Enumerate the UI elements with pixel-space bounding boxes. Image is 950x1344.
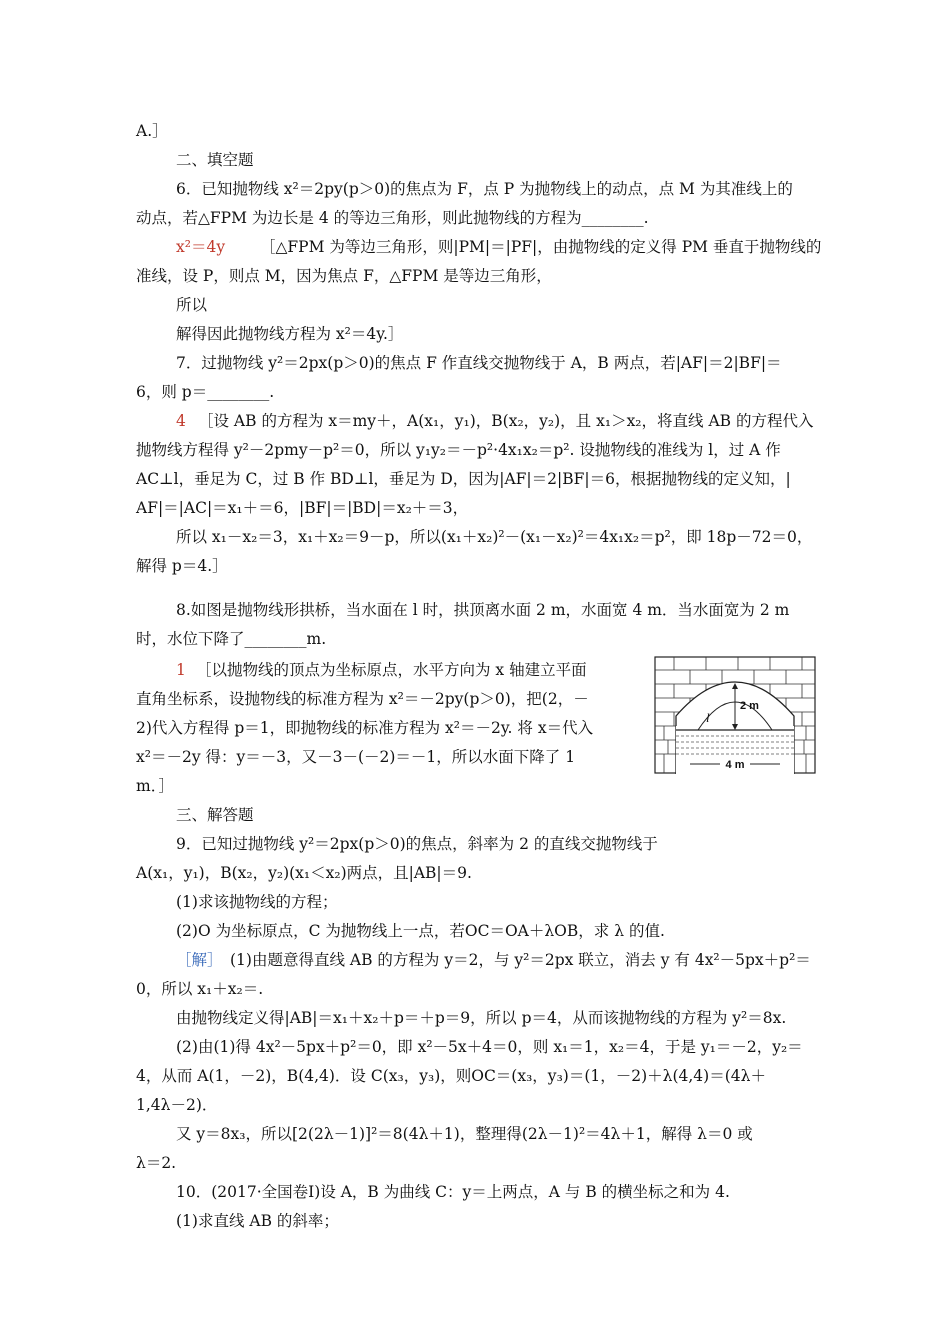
text-line: AF|＝|AC|＝x₁＋＝6，|BF|＝|BD|＝x₂＋＝3， <box>136 499 469 517</box>
text-line: 1,4λ－2)． <box>136 1096 218 1114</box>
text-line: 4，从而 A(1，－2)，B(4,4)．设 C(x₃，y₃)，则OC＝(x₃，y₃)＝(1，－2)＋λ(4,4)＝(4λ＋ <box>136 1067 766 1085</box>
text-line: 所以 <box>176 296 208 314</box>
answer-text: x²＝4y <box>176 238 226 256</box>
text-line: 2)代入方程得 p＝1，即抛物线的标准方程为 x²＝－2y. 将 x＝代入 <box>136 719 594 737</box>
text-line: (1)求该抛物线的方程； <box>176 893 338 911</box>
text-line: 准线，设 P，则点 M，因为焦点 F，△FPM 是等边三角形， <box>136 267 552 285</box>
text-line: 6．已知抛物线 x²＝2py(p＞0)的焦点为 F，点 P 为抛物线上的动点，点 M 为其准线上的 <box>176 180 793 198</box>
text-line: (2)由(1)得 4x²－5px＋p²＝0，即 x²－5x＋4＝0，则 x₁＝1，x₂＝4，于是 y₁＝－2，y₂＝ <box>176 1038 803 1056</box>
text-line: ［以抛物线的顶点为坐标原点，水平方向为 x 轴建立平面 <box>196 661 587 679</box>
text-line: (1)求直线 AB 的斜率； <box>176 1212 339 1230</box>
text-line: 0，所以 x₁＋x₂＝. <box>136 980 264 998</box>
text-line: 二、填空题 <box>176 151 254 169</box>
text-line: AC⊥l，垂足为 C，过 B 作 BD⊥l，垂足为 D，因为|AF|＝2|BF|＝6，根据抛物线的定义知，| <box>136 470 791 488</box>
text-line: 解得 p＝4.］ <box>136 557 228 575</box>
answer-text: 1 <box>176 661 186 679</box>
text-line: 时，水位下降了________m. <box>136 630 327 648</box>
text-line: A.］ <box>136 122 168 140</box>
text-line: 又 y＝8x₃，所以[2(2λ－1)]²＝8(4λ＋1)，整理得(2λ－1)²＝4λ＋1，解得 λ＝0 或 <box>176 1125 753 1143</box>
text-line: 解得因此抛物线方程为 x²＝4y.］ <box>176 325 404 343</box>
text-line: (1)由题意得直线 AB 的方程为 y＝2，与 y²＝2px 联立，消去 y 有 4x²－5px＋p²＝ <box>230 951 811 969</box>
text-line: 三、解答题 <box>176 806 254 824</box>
text-line: m．］ <box>136 777 174 795</box>
text-line: 7．过抛物线 y²＝2px(p＞0)的焦点 F 作直线交抛物线于 A，B 两点，若|AF|＝2|BF|＝ <box>176 354 782 372</box>
text-line: λ＝2. <box>136 1154 177 1172</box>
text-line: A(x₁，y₁)，B(x₂，y₂)(x₁＜x₂)两点，且|AB|＝9. <box>136 864 472 882</box>
answer-text: 4 <box>176 412 186 430</box>
water-line-label: l <box>706 710 710 725</box>
text-line: 9．已知过抛物线 y²＝2px(p＞0)的焦点，斜率为 2 的直线交抛物线于 <box>176 835 658 853</box>
text-line: 所以 x₁－x₂＝3，x₁＋x₂＝9－p，所以(x₁＋x₂)²－(x₁－x₂)²＝4x₁x₂＝p²，即 18p－72＝0， <box>176 528 813 546</box>
solution-tag: ［解］ <box>176 951 223 969</box>
arch-bridge-figure <box>654 656 816 774</box>
text-line: 6，则 p＝________. <box>136 383 275 401</box>
text-line: ［设 AB 的方程为 x＝my＋，A(x₁，y₁)，B(x₂，y₂)，且 x₁＞x₂，将直线 AB 的方程代入 <box>198 412 814 430</box>
text-line: 动点，若△FPM 为边长是 4 的等边三角形，则此抛物线的方程为________. <box>136 209 649 227</box>
height-label: 2 m <box>740 700 759 712</box>
text-line: x²＝－2y 得：y＝－3，又－3－(－2)＝－1，所以水面下降了 1 <box>136 748 576 766</box>
text-line: 8.如图是抛物线形拱桥，当水面在 l 时，拱顶离水面 2 m，水面宽 4 m．当水面宽为 2 m <box>176 601 790 619</box>
text-line: 由抛物线定义得|AB|＝x₁＋x₂＋p＝＋p＝9，所以 p＝4，从而该抛物线的方程为 y²＝8x. <box>176 1009 787 1027</box>
width-label: 4 m <box>725 759 745 771</box>
text-line: (2)O 为坐标原点，C 为抛物线上一点，若OC＝OA＋λOB，求 λ 的值. <box>176 922 665 940</box>
text-line: 直角坐标系，设抛物线的标准方程为 x²＝－2py(p＞0)，把(2，－ <box>136 690 589 708</box>
text-line: ［△FPM 为等边三角形，则|PM|＝|PF|，由抛物线的定义得 PM 垂直于抛物线的 <box>260 238 822 256</box>
text-line: 抛物线方程得 y²－2pmy－p²＝0，所以 y₁y₂＝－p²·4x₁x₂＝p². 设抛物线的准线为 l，过 A 作 <box>136 441 781 459</box>
text-line: 10．(2017·全国卷Ⅰ)设 A，B 为曲线 C：y＝上两点，A 与 B 的横坐标之和为 4. <box>176 1183 730 1201</box>
